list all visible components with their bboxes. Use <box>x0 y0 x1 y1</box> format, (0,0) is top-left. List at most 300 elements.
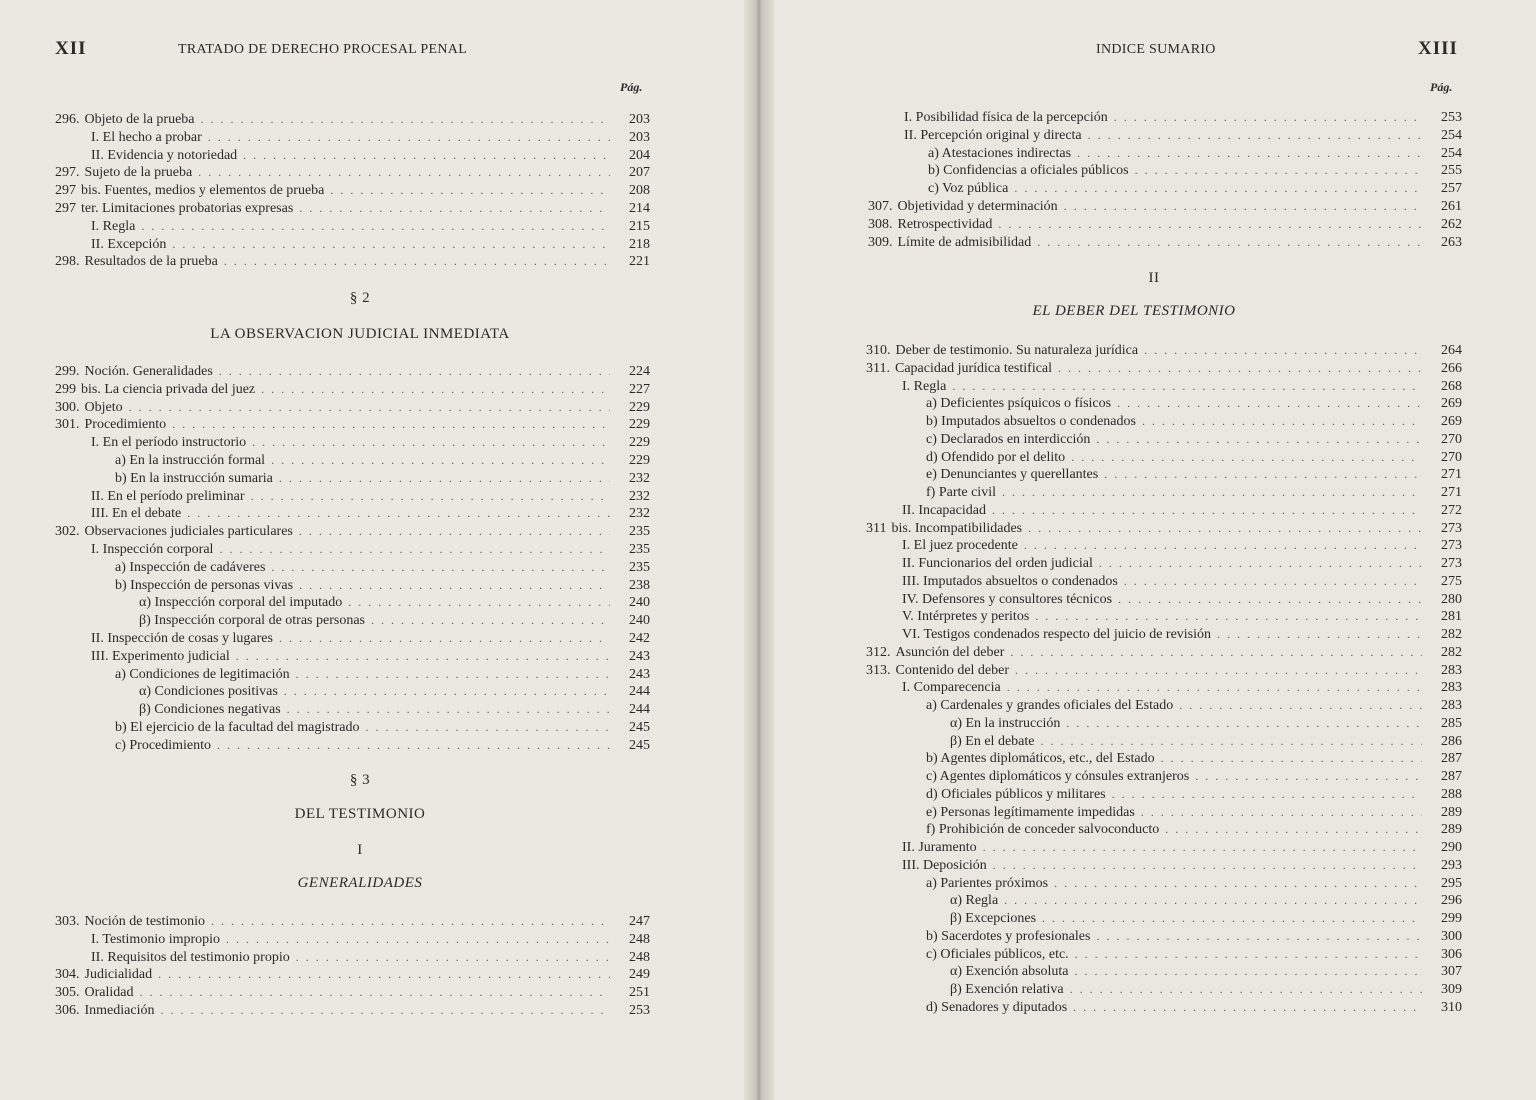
toc-entry-title: f) Parte civil <box>926 485 996 500</box>
toc-entry <box>55 163 650 181</box>
toc-entry <box>866 661 1462 679</box>
toc-entry-number: 308. <box>868 216 893 232</box>
toc-entry-page: 253 <box>629 1003 650 1018</box>
toc-entry-title: b) Confidencias a oficiales públicos <box>928 163 1129 179</box>
toc-entry-title: a) Deficientes psíquicos o físicos <box>926 396 1112 412</box>
toc-entry-page: 261 <box>1441 199 1462 214</box>
dot-leader <box>1042 909 1422 927</box>
toc-entry-title: Objeto <box>84 399 123 415</box>
toc-entry-page: 245 <box>629 737 650 753</box>
dot-leader <box>296 665 610 683</box>
toc-entry-page: 264 <box>1441 343 1462 358</box>
toc-entry-page: 270 <box>1441 449 1462 465</box>
dot-leader <box>1179 696 1422 714</box>
toc-entry-title: f) Prohibición de conceder salvoconducto <box>926 822 1160 838</box>
toc-entry <box>866 412 1462 430</box>
toc-entry <box>866 856 1462 874</box>
toc-entry-page: 289 <box>1441 822 1462 838</box>
toc-entry <box>55 217 650 235</box>
toc-entry-title: b) Agentes diplomáticos, etc., del Estado <box>926 751 1155 767</box>
toc-entry <box>55 718 650 736</box>
toc-entry-number: 313. <box>866 662 891 678</box>
toc-entry-page: 235 <box>629 542 650 557</box>
toc-entry-number: 298. <box>55 254 80 270</box>
toc-entry-title: α) Inspección corporal del imputado <box>139 595 343 611</box>
toc-entry <box>866 962 1462 980</box>
toc-entry-title: a) Cardenales y grandes oficiales del Estado <box>926 698 1174 713</box>
toc-entry-page: 271 <box>1441 467 1462 483</box>
toc-entry-page: 251 <box>629 985 650 1001</box>
toc-entry-page: 243 <box>629 666 650 682</box>
dot-leader <box>1104 465 1422 483</box>
toc-entry-title: β) Inspección corporal de otras personas <box>139 613 365 629</box>
toc-entry <box>866 572 1462 590</box>
dot-leader <box>1096 430 1422 448</box>
dot-leader <box>1124 572 1422 590</box>
toc-entry-title: II. Evidencia y notoriedad <box>91 147 238 163</box>
toc-entry-title: Noción de testimonio <box>84 914 206 929</box>
toc-entry-title: II. Percepción original y directa <box>904 127 1082 143</box>
toc-entry <box>55 558 650 576</box>
dot-leader <box>139 983 610 1001</box>
toc-entry <box>55 629 650 647</box>
dot-leader <box>1142 412 1422 430</box>
toc-entry-title: III. Experimento judicial <box>91 648 230 664</box>
toc-entry-title: I. Comparecencia <box>902 680 1001 696</box>
toc-entry-page: 255 <box>1441 163 1462 179</box>
toc-entry-title: β) Exención relativa <box>950 982 1064 997</box>
toc-entry <box>866 891 1462 909</box>
toc-entry-title: II. En el período preliminar <box>91 488 245 504</box>
dot-leader <box>251 487 610 505</box>
toc-entry-title: Objeto de la prueba <box>84 112 195 127</box>
toc-entry-title: α) En la instrucción <box>950 715 1061 731</box>
toc-entry-title: c) Agentes diplomáticos y cónsules extranjeros <box>926 769 1190 784</box>
toc-entry-page: 275 <box>1441 573 1462 589</box>
toc-entry-title: b) El ejercicio de la facultad del magistrado <box>115 720 360 735</box>
toc-entry-page: 307 <box>1441 964 1462 980</box>
toc-entry-title: a) Inspección de cadáveres <box>115 559 266 575</box>
toc-entry <box>866 785 1462 803</box>
toc-entry-page: 232 <box>629 470 650 486</box>
toc-entry-title: Objetividad y determinación <box>897 199 1058 214</box>
section-2-mark: § 2 <box>349 290 371 306</box>
toc-entry-title: e) Personas legítimamente impedidas <box>926 804 1135 820</box>
toc-entry-page: 273 <box>1441 538 1462 554</box>
dot-leader <box>1070 980 1422 998</box>
toc-entry-page: 287 <box>1441 751 1462 767</box>
toc-entry-page: 285 <box>1441 715 1462 731</box>
toc-entry-title: d) Oficiales públicos y militares <box>926 786 1106 802</box>
dot-leader <box>998 215 1422 233</box>
toc-entry-title: bis. Incompatibilidades <box>891 520 1023 536</box>
toc-entry-title: V. Intérpretes y peritos <box>902 609 1030 625</box>
dot-leader <box>299 199 610 217</box>
toc-entry <box>55 647 650 665</box>
toc-entry-title: b) Sacerdotes y profesionales <box>926 928 1091 944</box>
toc-entry-title: Procedimiento <box>84 417 167 433</box>
dot-leader <box>279 629 610 647</box>
dot-leader <box>141 217 610 235</box>
toc-entry-page: 273 <box>1441 556 1462 571</box>
toc-entry <box>55 965 650 983</box>
toc-entry-title: Observaciones judiciales particulares <box>84 524 293 540</box>
dot-leader <box>366 718 610 736</box>
toc-entry-title: I. En el período instructorio <box>91 435 247 451</box>
toc-entry-page: 286 <box>1441 733 1462 749</box>
toc-entry-number: 301. <box>55 417 80 433</box>
toc-entry <box>866 838 1462 856</box>
toc-entry-title: Resultados de la prueba <box>84 254 218 270</box>
toc-entry-title: b) En la instrucción sumaria <box>115 470 273 486</box>
toc-entry-title: b) Imputados absueltos o condenados <box>926 414 1136 429</box>
dot-leader <box>279 469 610 487</box>
dot-leader <box>217 736 610 754</box>
toc-entry-title: Retrospectividad <box>897 216 993 232</box>
toc-entry-page: 273 <box>1441 520 1462 536</box>
toc-entry-title: bis. Fuentes, medios y elementos de prueba <box>81 183 325 199</box>
toc-entry-page: 299 <box>1441 911 1462 926</box>
toc-entry-number: 300. <box>55 399 80 415</box>
toc-entry-number: 297 <box>55 201 76 216</box>
dot-leader <box>1077 144 1422 162</box>
dot-leader <box>1195 767 1422 785</box>
toc-entry-title: II. Excepción <box>91 236 167 252</box>
toc-entry-title: bis. La ciencia privada del juez <box>81 381 256 397</box>
toc-entry <box>55 487 650 505</box>
toc-entry <box>55 682 650 700</box>
dot-leader <box>1075 945 1422 963</box>
toc-entry <box>868 197 1462 215</box>
toc-entry-title: II. Requisitos del testimonio propio <box>91 949 290 965</box>
dot-leader <box>287 700 610 718</box>
dot-leader <box>172 415 610 433</box>
toc-entry-page: 282 <box>1441 644 1462 660</box>
toc-entry <box>55 930 650 948</box>
toc-entry-page: 288 <box>1441 786 1462 802</box>
toc-entry-page: 254 <box>1441 127 1462 143</box>
toc-entry-title: Capacidad jurídica testifical <box>894 360 1053 376</box>
toc-entry-page: 244 <box>629 702 650 718</box>
dot-leader <box>160 1001 610 1019</box>
toc-entry-page: 208 <box>629 183 650 199</box>
dot-leader <box>1161 749 1422 767</box>
toc-entry-page: 266 <box>1441 360 1462 376</box>
toc-entry <box>866 590 1462 608</box>
dot-leader <box>219 362 610 380</box>
toc-entry-page: 243 <box>629 648 650 664</box>
toc-entry-title: ter. Limitaciones probatorias expresas <box>81 201 294 216</box>
toc-entry <box>866 554 1462 572</box>
toc-entry-title: b) Inspección de personas vivas <box>115 577 294 593</box>
toc-entry <box>866 341 1462 359</box>
toc-entry-title: Noción. Generalidades <box>84 364 213 379</box>
toc-entry <box>55 235 650 253</box>
toc-entry-page: 271 <box>1441 485 1462 500</box>
toc-entry-title: III. En el debate <box>91 506 182 522</box>
toc-entry-title: c) Procedimiento <box>115 737 212 753</box>
toc-entry-page: 300 <box>1441 928 1462 944</box>
toc-entry <box>866 696 1462 714</box>
toc-entry-title: IV. Defensores y consultores técnicos <box>902 591 1113 607</box>
toc-entry-number: 299 <box>55 381 76 397</box>
toc-entry-page: 232 <box>629 506 650 522</box>
toc-entry-page: 257 <box>1441 181 1462 197</box>
toc-entry-page: 289 <box>1441 804 1462 820</box>
toc-entry-page: 229 <box>629 453 650 468</box>
toc-entry-number: 297. <box>55 165 80 181</box>
right-page <box>764 0 1536 1100</box>
toc-entry-page: 215 <box>629 218 650 234</box>
toc-entry <box>55 146 650 164</box>
toc-entry-title: d) Ofendido por el delito <box>926 449 1066 465</box>
dot-leader <box>1007 678 1422 696</box>
toc-entry-title: I. El juez procedente <box>902 538 1018 554</box>
toc-entry-title: III. Imputados absueltos o condenados <box>902 573 1118 589</box>
toc-entry-title: Oralidad <box>84 985 134 1001</box>
dot-leader <box>1004 891 1422 909</box>
toc-entry-number: 307. <box>868 199 893 214</box>
dot-leader <box>236 647 610 665</box>
toc-entry <box>55 128 650 146</box>
toc-entry-number: 310. <box>866 343 891 358</box>
toc-entry-page: 282 <box>1441 627 1462 642</box>
dot-leader <box>299 522 610 540</box>
toc-entry <box>868 108 1462 126</box>
toc-entry <box>866 483 1462 501</box>
toc-entry-number: 296. <box>55 112 80 127</box>
dot-leader <box>261 380 610 398</box>
toc-entry <box>866 519 1462 537</box>
toc-entry <box>866 803 1462 821</box>
toc-entry-page: 242 <box>629 631 650 646</box>
toc-entry-title: d) Senadores y diputados <box>926 999 1068 1015</box>
toc-entry <box>866 359 1462 377</box>
dot-leader <box>1099 554 1422 572</box>
section-3-title: DEL TESTIMONIO <box>294 806 426 822</box>
toc-entry-title: e) Denunciantes y querellantes <box>926 467 1099 483</box>
toc-entry-page: 224 <box>629 364 650 379</box>
toc-entry-number: 312. <box>866 644 891 660</box>
toc-entry-page: 204 <box>629 147 650 163</box>
toc-entry-title: a) Condiciones de legitimación <box>115 666 290 682</box>
toc-entry <box>55 1001 650 1019</box>
toc-entry-number: 303. <box>55 914 80 929</box>
dot-leader <box>296 948 610 966</box>
dot-leader <box>243 146 610 164</box>
toc-entry <box>866 767 1462 785</box>
toc-entry-title: I. El hecho a probar <box>91 129 202 145</box>
dot-leader <box>1114 108 1422 126</box>
toc-entry-page: 207 <box>629 165 650 181</box>
right-running-head: INDICE SUMARIO <box>1096 42 1216 57</box>
toc-entry-title: α) Condiciones positivas <box>139 684 278 700</box>
dot-leader <box>1037 233 1422 251</box>
toc-entry-page: 263 <box>1441 234 1462 250</box>
dot-leader <box>158 965 610 983</box>
dot-leader <box>952 377 1422 395</box>
toc-entry-title: III. Deposición <box>902 857 987 873</box>
toc-entry-page: 229 <box>629 435 650 451</box>
dot-leader <box>208 128 610 146</box>
dot-leader <box>1015 661 1422 679</box>
part-1-roman: I <box>357 842 363 858</box>
left-folio: XII <box>55 38 87 59</box>
toc-entry-page: 235 <box>629 559 650 575</box>
toc-entry <box>868 233 1462 251</box>
toc-entry-page: 221 <box>629 254 650 270</box>
toc-entry-page: 281 <box>1441 609 1462 625</box>
dot-leader <box>1040 732 1422 750</box>
dot-leader <box>1112 785 1422 803</box>
toc-entry <box>55 576 650 594</box>
toc-entry <box>55 504 650 522</box>
toc-entry-title: Límite de admisibilidad <box>897 234 1032 250</box>
toc-entry-title: II. Inspección de cosas y lugares <box>91 631 273 646</box>
toc-entry-title: β) Excepciones <box>950 911 1037 926</box>
dot-leader <box>348 593 610 611</box>
toc-entry-title: II. Juramento <box>902 840 977 855</box>
book-gutter <box>744 0 774 1100</box>
toc-entry <box>55 912 650 930</box>
dot-leader <box>1088 126 1422 144</box>
toc-entry <box>55 199 650 217</box>
toc-entry-title: Judicialidad <box>84 967 153 983</box>
dot-leader <box>1217 625 1422 643</box>
dot-leader <box>219 540 610 558</box>
toc-entry <box>866 732 1462 750</box>
toc-entry-page: 240 <box>629 595 650 611</box>
toc-entry-page: 306 <box>1441 946 1462 962</box>
toc-entry-title: II. Funcionarios del orden judicial <box>902 556 1093 571</box>
toc-entry <box>55 433 650 451</box>
toc-entry <box>55 451 650 469</box>
toc-entry-page: 295 <box>1441 875 1462 891</box>
toc-entry-title: a) En la instrucción formal <box>115 453 266 468</box>
dot-leader <box>1165 820 1422 838</box>
toc-entry <box>55 362 650 380</box>
toc-entry-title: Deber de testimonio. Su naturaleza jurídica <box>895 343 1139 358</box>
toc-entry <box>55 522 650 540</box>
toc-entry-number: 305. <box>55 985 80 1001</box>
toc-entry-page: 214 <box>629 201 650 216</box>
toc-entry <box>866 980 1462 998</box>
toc-entry-page: 203 <box>629 129 650 145</box>
toc-entry <box>866 678 1462 696</box>
dot-leader <box>1024 536 1422 554</box>
toc-entry-title: I. Inspección corporal <box>91 542 214 557</box>
dot-leader <box>1028 519 1422 537</box>
toc-entry-page: 272 <box>1441 502 1462 518</box>
toc-entry-page: 253 <box>1441 110 1462 125</box>
dot-leader <box>1073 998 1422 1016</box>
toc-entry <box>866 749 1462 767</box>
dot-leader <box>211 912 610 930</box>
dot-leader <box>1010 643 1422 661</box>
left-running-head: TRATADO DE DERECHO PROCESAL PENAL <box>178 42 468 57</box>
dot-leader <box>187 504 610 522</box>
left-page <box>0 0 756 1100</box>
toc-entry <box>866 998 1462 1016</box>
section-2-title: LA OBSERVACION JUDICIAL INMEDIATA <box>210 326 510 342</box>
toc-entry-number: 311 <box>866 520 887 536</box>
dot-leader <box>1141 803 1422 821</box>
dot-leader <box>1135 161 1422 179</box>
part-1-title: GENERALIDADES <box>297 875 423 891</box>
dot-leader <box>1075 962 1422 980</box>
toc-entry-page: 310 <box>1441 999 1462 1015</box>
toc-entry <box>866 536 1462 554</box>
toc-entry-number: 309. <box>868 234 893 250</box>
toc-entry-title: a) Atestaciones indirectas <box>928 145 1072 161</box>
toc-entry-page: 203 <box>629 112 650 127</box>
dot-leader <box>299 576 610 594</box>
toc-entry <box>868 161 1462 179</box>
toc-entry <box>866 625 1462 643</box>
dot-leader <box>1002 483 1422 501</box>
toc-entry <box>866 945 1462 963</box>
toc-entry-title: Sujeto de la prueba <box>84 165 193 181</box>
toc-entry-page: 283 <box>1441 698 1462 713</box>
toc-entry-number: 297 <box>55 183 76 199</box>
toc-entry-page: 270 <box>1441 431 1462 447</box>
toc-entry-page: 293 <box>1441 857 1462 873</box>
toc-entry <box>55 736 650 754</box>
toc-entry <box>55 415 650 433</box>
toc-entry <box>866 714 1462 732</box>
toc-entry <box>866 909 1462 927</box>
toc-entry-page: 254 <box>1441 145 1462 161</box>
toc-entry <box>55 700 650 718</box>
toc-entry <box>866 394 1462 412</box>
toc-entry <box>55 540 650 558</box>
toc-entry-title: a) Parientes próximos <box>926 875 1049 891</box>
toc-entry-page: 235 <box>629 524 650 540</box>
toc-entry-page: 290 <box>1441 840 1462 855</box>
dot-leader <box>1144 341 1422 359</box>
toc-entry <box>868 215 1462 233</box>
toc-entry-number: 306. <box>55 1003 80 1018</box>
toc-entry-page: 245 <box>629 720 650 735</box>
toc-entry-page: 248 <box>629 931 650 947</box>
toc-entry-page: 232 <box>629 488 650 504</box>
dot-leader <box>252 433 610 451</box>
right-folio: XIII <box>1418 38 1458 59</box>
toc-entry-page: 283 <box>1441 680 1462 696</box>
toc-entry-number: 304. <box>55 967 80 983</box>
dot-leader <box>1058 359 1422 377</box>
dot-leader <box>1054 874 1422 892</box>
toc-entry <box>866 874 1462 892</box>
dot-leader <box>224 252 610 270</box>
toc-entry-page: 229 <box>629 417 650 433</box>
toc-entry-title: c) Voz pública <box>928 181 1009 197</box>
section-3-mark: § 3 <box>349 772 371 788</box>
toc-entry-title: I. Regla <box>902 378 947 394</box>
dot-leader <box>330 181 610 199</box>
toc-entry-page: 227 <box>629 381 650 397</box>
toc-entry-title: I. Testimonio impropio <box>91 931 221 947</box>
toc-entry-page: 296 <box>1441 893 1462 909</box>
toc-entry-page: 268 <box>1441 378 1462 394</box>
dot-leader <box>1071 448 1422 466</box>
toc-entry-number: 302. <box>55 524 80 540</box>
toc-entry <box>866 448 1462 466</box>
toc-entry <box>55 665 650 683</box>
toc-entry-title: c) Declarados en interdicción <box>926 431 1091 447</box>
toc-entry <box>55 469 650 487</box>
dot-leader <box>983 838 1422 856</box>
